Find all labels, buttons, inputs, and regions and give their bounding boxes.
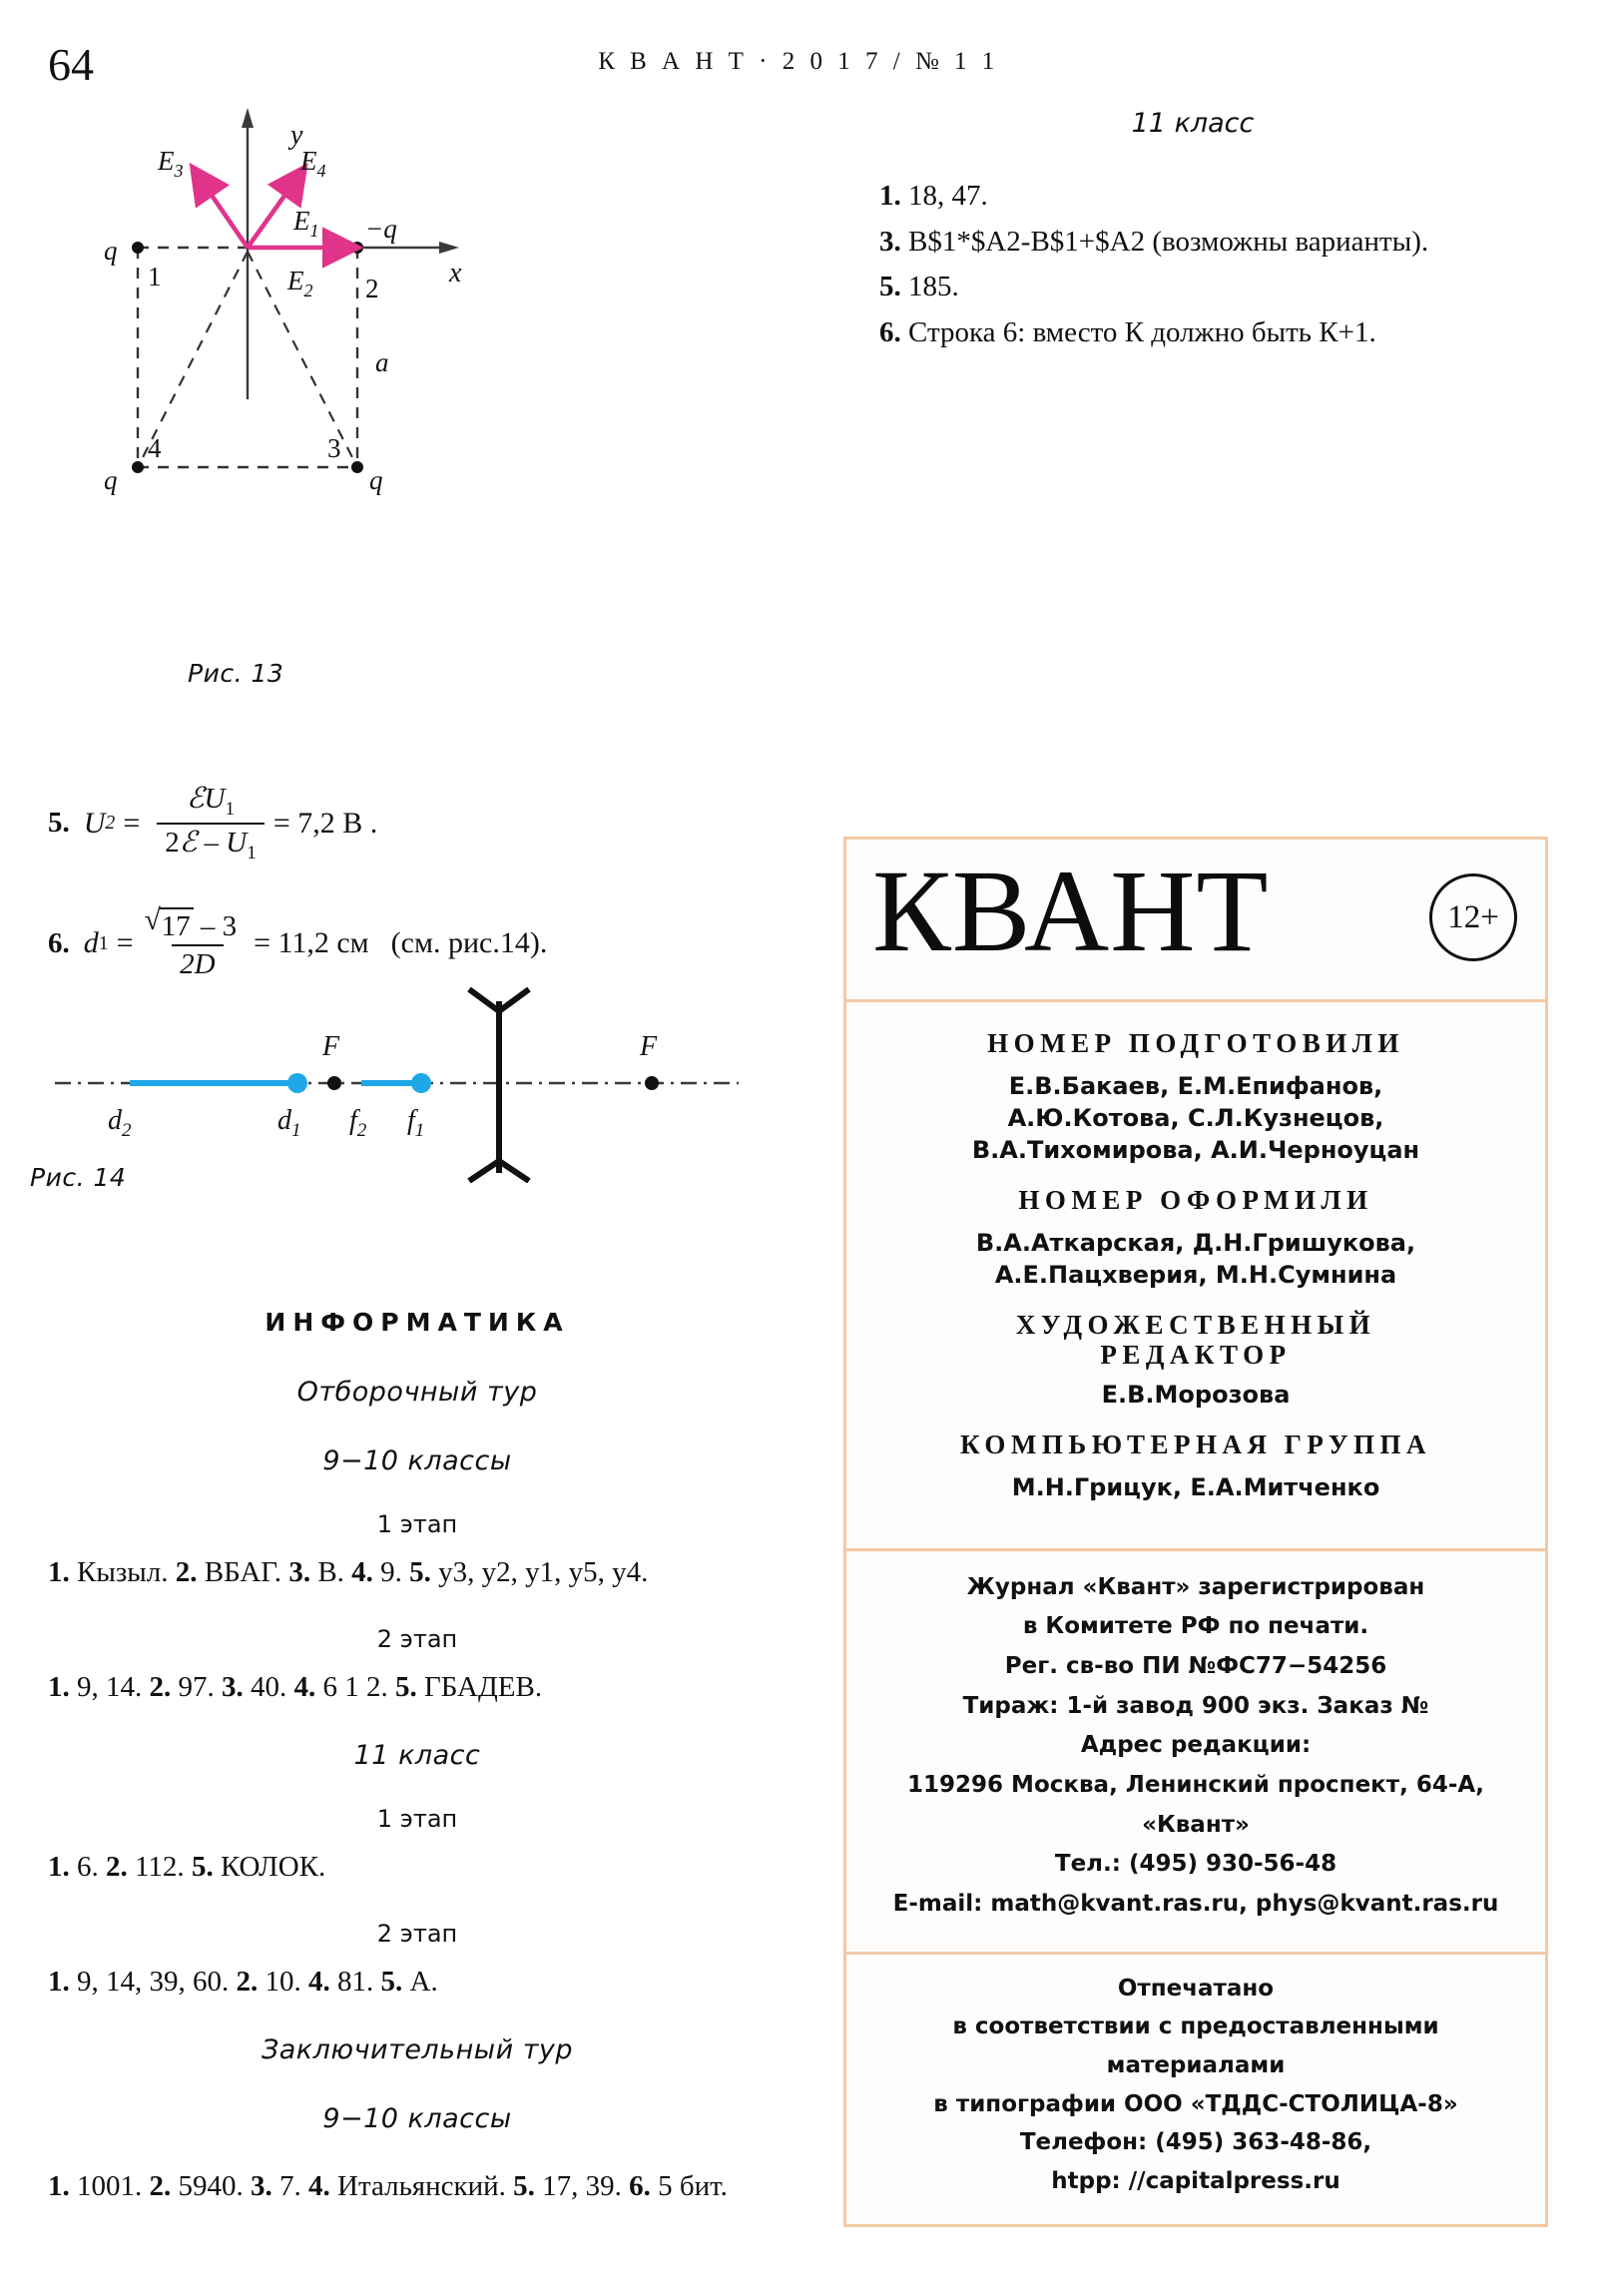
figure-14-svg [30, 983, 749, 1183]
answer-10-text-3: 10. [258, 1966, 308, 1999]
answer-3-text-7: 9. [372, 1556, 410, 1588]
label-d2: $d_2$ [108, 1105, 132, 1141]
formula-6: 6. d 1 = √ $\frac{17 - 3}{2D}$ = 11,2 см (см. рис.14). [48, 907, 836, 980]
answer-10-text-5: 81. [329, 1966, 381, 1999]
label-f2: $f_2$ [349, 1105, 367, 1141]
tour-heading: Отборочный тур [296, 1377, 538, 1408]
formula-5-den-minus: – [204, 826, 220, 859]
answer-13-num-6: 4. [308, 2170, 330, 2203]
answer-3-num-4: 3. [288, 1556, 311, 1588]
figure-13 [48, 100, 747, 709]
answer-line [48, 2168, 787, 2205]
right-answer-1-text-1: B$1*$A2-B$1+$A2 (возможны варианты). [900, 225, 1429, 258]
imprint-line: Адрес редакции: [1080, 1732, 1312, 1759]
answer-3-text-1: Кызыл. [69, 1556, 176, 1588]
answer-13-text-1: 1001. [69, 2170, 150, 2203]
formula-6-note: (см. рис.14). [390, 926, 548, 960]
formula-6-lhs: d [83, 926, 99, 960]
answer-3-text-5: В. [310, 1556, 352, 1588]
axis-y-label: y [290, 120, 303, 151]
imprint-line: Тел.: (495) 930-56-48 [1054, 1851, 1337, 1878]
stage-heading: 2 этап [376, 1625, 458, 1654]
answer-10-num-0: 1. [48, 1966, 70, 1999]
answer-13-num-4: 3. [251, 2170, 272, 2203]
right-answer-3-text-1: Строка 6: вместо К должно быть К+1. [900, 315, 1376, 348]
answer-10-num-6: 5. [380, 1966, 403, 1999]
formula-5-den-prefix: 2 [165, 826, 180, 859]
imprint-line: 119296 Москва, Ленинский проспект, 64-А, [907, 1772, 1484, 1799]
left-column [48, 100, 806, 709]
answer-5-num-6: 4. [293, 1671, 316, 1704]
formula-5-result: = 7,2 В . [272, 806, 378, 840]
answer-5-text-3: 97. [171, 1671, 222, 1704]
formula-6-number: 6. [48, 926, 70, 959]
answer-13-text-3: 5940. [171, 2170, 251, 2203]
answer-13-num-0: 1. [48, 2170, 70, 2203]
informatics-section [48, 1308, 787, 2240]
formula-6-num-tail: – 3 [200, 909, 238, 942]
figure-14 [30, 983, 749, 1183]
formula-5-num-eps: ℰ [186, 783, 205, 815]
imprint-line: «Квант» [1142, 1811, 1250, 1838]
answer-3-num-2: 2. [175, 1556, 198, 1588]
grade-heading: 9−10 классы [322, 2103, 512, 2135]
point-f1 [411, 1073, 431, 1093]
answer-8-num-4: 5. [191, 1851, 214, 1884]
right-answers-block [843, 108, 1542, 356]
right-answer-0-num-0: 1. [879, 180, 901, 212]
informatics-title: ИНФОРМАТИКА [265, 1308, 570, 1337]
answer-5-text-1: 9, 14. [69, 1671, 150, 1704]
corner-number-1: 1 [148, 262, 162, 291]
answer-3-text-9: у3, у2, у1, у5, у4. [430, 1556, 649, 1588]
answer-5-text-5: 40. [243, 1671, 294, 1704]
formula-5: 5. U 2 = $\frac{ℰU_1}{2ℰ - U_1}$ = 7,2 В . [48, 783, 378, 863]
running-head: К В А Н Т · 2 0 1 7 / № 1 1 [598, 48, 999, 75]
right-answer-2-text-1: 185. [900, 271, 959, 302]
credit-names: Е.В.Бакаев, Е.М.Епифанов, А.Ю.Котова, С.Л.Кузнецов, В.А.Тихомирова, А.И.Черноуцан [971, 1072, 1420, 1164]
label-F-right: F [640, 1031, 658, 1062]
answer-3-num-0: 1. [48, 1556, 70, 1588]
charge-label-minus-q: −q [365, 214, 397, 244]
formula-6-radicand: √ 17 [160, 907, 194, 941]
formula-6-result: = 11,2 см [254, 926, 369, 960]
credit-names: В.А.Аткарская, Д.Н.Гришукова, А.Е.Пацхверия, М.Н.Сумнина [975, 1228, 1416, 1289]
masthead-box [843, 837, 1548, 2227]
formula-6-lhs-sub: 1 [98, 931, 109, 954]
corner-number-2: 2 [365, 274, 379, 303]
right-answer-2-num-0: 5. [879, 271, 901, 302]
formula-5-lhs-sub: 2 [105, 812, 116, 835]
right-answer-line [843, 311, 1542, 355]
print-info-line: в типографии ООО «ТДДС-СТОЛИЦА-8» [933, 2090, 1458, 2117]
masthead-logo: КВАНТ [872, 846, 1270, 976]
answer-5-text-7: 6 1 2. [315, 1671, 395, 1704]
stage-heading: 2 этап [376, 1920, 458, 1949]
formula-5-den-U: U [226, 826, 248, 859]
credit-heading: КОМПЬЮТЕРНАЯ ГРУППА [959, 1429, 1432, 1459]
right-answer-0-text-1: 18, 47. [900, 180, 988, 212]
answer-5-num-4: 3. [222, 1671, 244, 1704]
answer-10-text-7: А. [402, 1966, 438, 1999]
side-label-a: a [375, 347, 389, 377]
vector-label-E3: $E_3$ [158, 146, 184, 181]
formula-5-fraction [157, 784, 265, 863]
credit-names: М.Н.Грицук, Е.А.Митченко [1011, 1472, 1380, 1501]
stage-heading: 1 этап [376, 1805, 458, 1834]
page-header [0, 34, 1597, 94]
answer-5-num-2: 2. [149, 1671, 172, 1704]
print-info-line: в соответствии с предоставленными [952, 2013, 1439, 2040]
credit-names: Е.В.Морозова [1101, 1381, 1291, 1409]
answer-3-num-8: 5. [409, 1556, 431, 1588]
answer-10-num-4: 4. [308, 1966, 330, 1999]
answer-10-text-1: 9, 14, 39, 60. [69, 1966, 237, 1999]
imprint-line: E-mail: math@kvant.ras.ru, phys@kvant.ras.ru [892, 1891, 1499, 1918]
point-F-right [645, 1076, 659, 1090]
right-answers-grade: 11 класс [1131, 108, 1255, 139]
vector-label-E4: $E_4$ [300, 146, 326, 181]
answer-5-num-8: 5. [395, 1671, 417, 1704]
age-rating-badge: 12+ [1429, 873, 1517, 961]
answer-8-num-2: 2. [106, 1851, 128, 1884]
charge-label-q1: q [104, 236, 118, 266]
charge-label-q4: q [104, 465, 118, 495]
masthead-credits [846, 1002, 1545, 1542]
answer-13-text-5: 7. [271, 2170, 308, 2203]
figure-14-caption: Рис. 14 [30, 1163, 127, 1192]
answer-line [48, 1849, 787, 1886]
answer-line [48, 1554, 787, 1591]
print-info-line: Отпечатано [1117, 1975, 1275, 2002]
answer-13-num-10: 6. [629, 2170, 651, 2203]
credit-heading: НОМЕР ОФОРМИЛИ [1018, 1184, 1373, 1215]
answer-13-text-9: 17, 39. [534, 2170, 630, 2203]
formula-5-num-U: U [204, 783, 226, 815]
credit-heading: НОМЕР ПОДГОТОВИЛИ [987, 1028, 1404, 1058]
formula-6-den: 2D [180, 948, 216, 981]
answer-8-text-1: 6. [69, 1851, 106, 1884]
imprint-line: в Комитете РФ по печати. [1022, 1613, 1369, 1640]
right-answer-3-num-0: 6. [879, 315, 901, 348]
formula-5-den-eps: ℰ [179, 826, 198, 859]
point-F-left [327, 1076, 341, 1090]
right-answer-1-num-0: 3. [879, 225, 901, 258]
answer-13-num-8: 5. [513, 2170, 535, 2203]
imprint-line: Рег. св-во ПИ №ФС77−54256 [1004, 1653, 1387, 1680]
right-answer-line [843, 266, 1542, 309]
credit-heading: ХУДОЖЕСТВЕННЫЙ РЕДАКТОР [1015, 1309, 1376, 1370]
point-d1 [287, 1073, 307, 1093]
masthead-imprint [846, 1551, 1545, 1946]
answer-line [48, 1669, 787, 1706]
vector-label-E2: $E_2$ [287, 266, 313, 300]
figure-13-svg [48, 100, 747, 659]
masthead-print-info [846, 1955, 1545, 2224]
charge-label-q3: q [369, 465, 383, 495]
figure-13-caption: Рис. 13 [188, 659, 284, 688]
label-F-left: F [322, 1031, 340, 1062]
answer-13-text-11: 5 бит. [650, 2170, 728, 2203]
print-info-line: htpp: //capitalpress.ru [1051, 2168, 1340, 2194]
formula-5-den-U-sub: 1 [247, 842, 257, 863]
answer-10-num-2: 2. [236, 1966, 259, 1999]
masthead-logo-row [846, 840, 1545, 1002]
answer-8-text-5: КОЛОК. [213, 1851, 326, 1884]
answer-8-text-3: 112. [127, 1851, 192, 1884]
answer-line [48, 1964, 787, 2001]
right-answer-line [843, 221, 1542, 265]
page-number: 64 [48, 39, 94, 90]
formula-5-lhs: U [83, 806, 106, 840]
answer-13-num-2: 2. [149, 2170, 172, 2203]
grade-heading: 11 класс [353, 1740, 481, 1772]
label-d1: $d_1$ [277, 1105, 301, 1141]
corner-number-3: 3 [327, 433, 341, 463]
right-answer-lines [843, 175, 1542, 354]
stage-heading: 1 этап [376, 1510, 458, 1538]
grade-heading: 9−10 классы [322, 1445, 512, 1476]
tour-heading: Заключительный тур [261, 2034, 574, 2066]
right-answer-line [843, 175, 1542, 219]
imprint-line: Тираж: 1-й завод 900 экз. Заказ № [962, 1692, 1429, 1719]
axis-x-label: x [449, 258, 462, 288]
label-f1: $f_1$ [407, 1105, 425, 1141]
formula-6-fraction [151, 907, 246, 980]
answer-5-text-9: ГБАДЕВ. [416, 1671, 543, 1704]
formula-5-num-U-sub: 1 [225, 798, 236, 820]
answer-13-text-7: Итальянский. [329, 2170, 514, 2203]
print-info-line: материалами [1106, 2052, 1286, 2079]
informatics-blocks [48, 1377, 787, 2206]
answer-3-num-6: 4. [351, 1556, 373, 1588]
vector-label-E1: $E_1$ [293, 206, 319, 241]
answer-3-text-3: ВБАГ. [197, 1556, 289, 1588]
imprint-line: Журнал «Квант» зарегистрирован [966, 1573, 1425, 1600]
answer-8-num-0: 1. [48, 1851, 70, 1884]
print-info-line: Телефон: (495) 363-48-86, [1019, 2129, 1372, 2156]
answer-5-num-0: 1. [48, 1671, 70, 1704]
corner-number-4: 4 [148, 433, 162, 463]
formula-5-number: 5. [48, 807, 70, 840]
